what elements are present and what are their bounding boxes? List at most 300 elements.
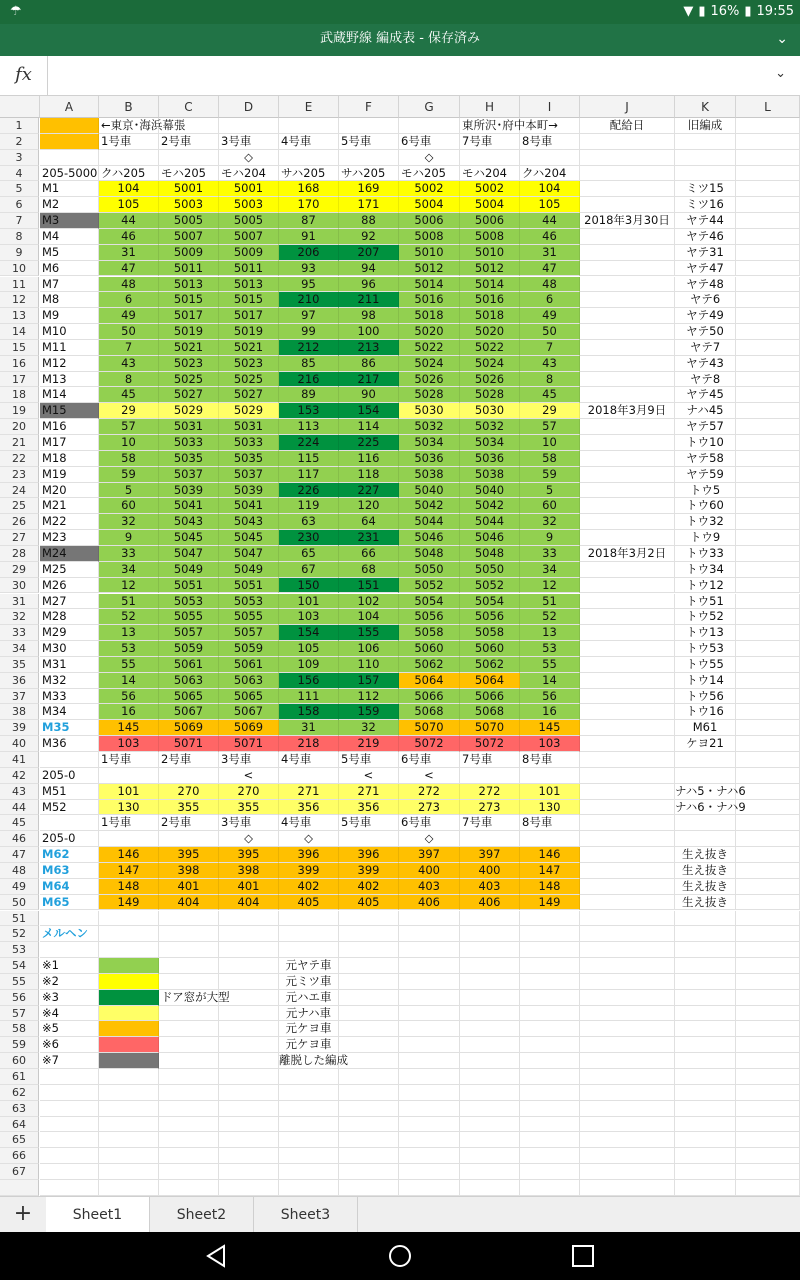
cell-j[interactable] <box>580 736 675 752</box>
cell-h[interactable] <box>460 831 520 847</box>
row-header[interactable]: 39 <box>0 720 39 736</box>
cell-f[interactable] <box>339 1101 399 1117</box>
cell-d[interactable] <box>219 1037 279 1053</box>
cell-d[interactable]: 270 <box>219 784 279 800</box>
cell-l[interactable] <box>736 911 800 927</box>
cell-e[interactable]: 119 <box>279 498 339 514</box>
row-header[interactable]: 55 <box>0 974 39 990</box>
cell-g[interactable]: 5004 <box>399 197 460 213</box>
cell-a[interactable]: M36 <box>40 736 99 752</box>
cell-l[interactable] <box>736 435 800 451</box>
cell-a[interactable]: M26 <box>40 578 99 594</box>
cell-k[interactable]: M61 <box>675 720 736 736</box>
cell-e[interactable]: 405 <box>279 895 339 911</box>
cell-c[interactable]: 5019 <box>159 324 219 340</box>
cell-b[interactable]: 46 <box>99 229 159 245</box>
cell-k[interactable]: トウ60 <box>675 498 736 514</box>
cell-a[interactable]: M15 <box>40 403 99 419</box>
cell-i[interactable] <box>520 1069 580 1085</box>
cell-l[interactable] <box>736 419 800 435</box>
cell-e[interactable]: 103 <box>279 609 339 625</box>
cell-f[interactable]: 207 <box>339 245 399 261</box>
cell-e[interactable]: 31 <box>279 720 339 736</box>
cell-c[interactable] <box>159 1037 219 1053</box>
row-header[interactable]: 8 <box>0 229 39 245</box>
cell-i[interactable]: 104 <box>520 181 580 197</box>
cell-l[interactable] <box>736 514 800 530</box>
cell-i[interactable]: 8号車 <box>520 134 580 150</box>
cell-a[interactable]: M23 <box>40 530 99 546</box>
cell-i[interactable] <box>520 990 580 1006</box>
cell-b[interactable]: 44 <box>99 213 159 229</box>
cell-c[interactable]: 5063 <box>159 673 219 689</box>
cell-g[interactable]: 5020 <box>399 324 460 340</box>
cell-c[interactable] <box>159 1006 219 1022</box>
column-header-e[interactable]: E <box>279 96 339 118</box>
row-header[interactable]: 23 <box>0 467 39 483</box>
cell-d[interactable]: 5045 <box>219 530 279 546</box>
cell-h[interactable]: 5024 <box>460 356 520 372</box>
cell-f[interactable]: 227 <box>339 483 399 499</box>
cell-b[interactable]: ←東京･海浜幕張 <box>101 118 186 132</box>
cell-j[interactable] <box>580 800 675 816</box>
cell-b[interactable]: 45 <box>99 387 159 403</box>
cell-d[interactable]: 5005 <box>219 213 279 229</box>
cell-b[interactable]: 60 <box>99 498 159 514</box>
cell-e[interactable]: 224 <box>279 435 339 451</box>
cell-j[interactable] <box>580 720 675 736</box>
cell-d[interactable] <box>219 974 279 990</box>
cell-f[interactable]: 98 <box>339 308 399 324</box>
cell-h[interactable]: 5044 <box>460 514 520 530</box>
cell-h[interactable]: 5042 <box>460 498 520 514</box>
cell-j[interactable] <box>580 815 675 831</box>
cell-h[interactable]: 5034 <box>460 435 520 451</box>
cell-c[interactable] <box>159 1069 219 1085</box>
cell-h[interactable] <box>460 958 520 974</box>
cell-g[interactable]: 5064 <box>399 673 460 689</box>
cell-d[interactable]: 5001 <box>219 181 279 197</box>
cell-j[interactable] <box>580 689 675 705</box>
cell-g[interactable]: 5052 <box>399 578 460 594</box>
cell-a[interactable]: M9 <box>40 308 99 324</box>
cell-d[interactable]: 5043 <box>219 514 279 530</box>
cell-a[interactable] <box>40 1180 99 1196</box>
row-header[interactable] <box>0 1180 39 1196</box>
cell-a[interactable]: M31 <box>40 657 99 673</box>
cell-b[interactable]: 52 <box>99 609 159 625</box>
cell-d[interactable] <box>219 1006 279 1022</box>
row-header[interactable]: 10 <box>0 261 39 277</box>
cell-l[interactable] <box>736 625 800 641</box>
cell-l[interactable] <box>736 926 800 942</box>
cell-f[interactable]: 396 <box>339 847 399 863</box>
cell-f[interactable]: 154 <box>339 403 399 419</box>
row-header[interactable]: 33 <box>0 625 39 641</box>
cell-f[interactable] <box>339 1021 399 1037</box>
cell-k[interactable] <box>675 1021 736 1037</box>
row-header[interactable]: 27 <box>0 530 39 546</box>
spreadsheet-grid[interactable] <box>0 96 800 1196</box>
cell-k[interactable] <box>675 990 736 1006</box>
cell-i[interactable]: クハ204 <box>520 166 580 182</box>
cell-l[interactable] <box>736 150 800 166</box>
cell-b[interactable]: 145 <box>99 720 159 736</box>
cell-a[interactable]: M32 <box>40 673 99 689</box>
row-header[interactable]: 37 <box>0 689 39 705</box>
cell-i[interactable]: 8号車 <box>520 752 580 768</box>
cell-i[interactable]: 145 <box>520 720 580 736</box>
cell-k[interactable] <box>675 911 736 927</box>
cell-g[interactable] <box>399 1117 460 1133</box>
cell-b[interactable]: 1号車 <box>99 752 159 768</box>
cell-k[interactable] <box>675 831 736 847</box>
cell-e[interactable]: 154 <box>279 625 339 641</box>
cell-d[interactable] <box>219 1180 279 1196</box>
cell-b[interactable] <box>99 1132 159 1148</box>
cell-f[interactable]: 5号車 <box>339 752 399 768</box>
cell-g[interactable]: 5062 <box>399 657 460 673</box>
cell-f[interactable]: 92 <box>339 229 399 245</box>
cell-g[interactable]: 5072 <box>399 736 460 752</box>
cell-j[interactable] <box>580 1132 675 1148</box>
cell-k[interactable] <box>675 958 736 974</box>
cell-j[interactable]: 配給日 <box>580 118 675 134</box>
cell-j[interactable] <box>580 166 675 182</box>
row-header[interactable]: 42 <box>0 768 39 784</box>
cell-k[interactable]: トウ56 <box>675 689 736 705</box>
cell-l[interactable] <box>736 372 800 388</box>
cell-j[interactable] <box>580 974 675 990</box>
cell-e[interactable]: 87 <box>279 213 339 229</box>
cell-i[interactable]: 9 <box>520 530 580 546</box>
cell-b[interactable]: 55 <box>99 657 159 673</box>
cell-e[interactable] <box>279 911 339 927</box>
cell-h[interactable]: 397 <box>460 847 520 863</box>
cell-e[interactable]: 206 <box>279 245 339 261</box>
cell-e[interactable]: 99 <box>279 324 339 340</box>
row-header[interactable]: 19 <box>0 403 39 419</box>
cell-e[interactable]: 元ミツ車 <box>279 974 339 990</box>
cell-e[interactable] <box>279 1101 339 1117</box>
row-header[interactable]: 29 <box>0 562 39 578</box>
cell-d[interactable]: 5063 <box>219 673 279 689</box>
cell-b[interactable] <box>99 1053 159 1069</box>
cell-c[interactable]: 5037 <box>159 467 219 483</box>
function-icon[interactable]: fx <box>0 56 48 96</box>
cell-h[interactable] <box>460 1021 520 1037</box>
cell-f[interactable]: 155 <box>339 625 399 641</box>
cell-f[interactable]: 231 <box>339 530 399 546</box>
title-bar[interactable] <box>0 24 800 56</box>
cell-f[interactable]: 118 <box>339 467 399 483</box>
cell-i[interactable]: 48 <box>520 277 580 293</box>
cell-a[interactable]: M6 <box>40 261 99 277</box>
cell-d[interactable]: 5015 <box>219 292 279 308</box>
row-header[interactable]: 63 <box>0 1101 39 1117</box>
column-header-j[interactable]: J <box>580 96 675 118</box>
cell-a[interactable]: 205-0 <box>40 831 99 847</box>
cell-j[interactable] <box>580 879 675 895</box>
cell-g[interactable] <box>399 990 460 1006</box>
row-header[interactable]: 30 <box>0 578 39 594</box>
cell-c[interactable] <box>159 1117 219 1133</box>
cell-g[interactable]: 5054 <box>399 594 460 610</box>
cell-g[interactable]: 5056 <box>399 609 460 625</box>
cell-k[interactable]: 生え抜き <box>675 895 736 911</box>
cell-e[interactable]: 元ヤテ車 <box>279 958 339 974</box>
cell-d[interactable]: 5025 <box>219 372 279 388</box>
cell-a[interactable]: M11 <box>40 340 99 356</box>
cell-e[interactable] <box>279 1085 339 1101</box>
cell-h[interactable]: 5066 <box>460 689 520 705</box>
cell-h[interactable]: 7号車 <box>460 752 520 768</box>
cell-j[interactable] <box>580 863 675 879</box>
cell-e[interactable]: 156 <box>279 673 339 689</box>
cell-a[interactable] <box>40 942 99 958</box>
cell-e[interactable]: 4号車 <box>279 815 339 831</box>
cell-a[interactable]: M2 <box>40 197 99 213</box>
cell-f[interactable]: 171 <box>339 197 399 213</box>
cell-i[interactable]: 31 <box>520 245 580 261</box>
cell-a[interactable]: ※3 <box>40 990 99 1006</box>
row-header[interactable]: 51 <box>0 911 39 927</box>
cell-c[interactable]: 5055 <box>159 609 219 625</box>
cell-j[interactable] <box>580 704 675 720</box>
cell-d[interactable]: 3号車 <box>219 134 279 150</box>
cell-e[interactable]: 402 <box>279 879 339 895</box>
row-header[interactable]: 31 <box>0 594 39 610</box>
cell-j[interactable] <box>580 1021 675 1037</box>
cell-c[interactable] <box>159 1164 219 1180</box>
cell-l[interactable] <box>736 879 800 895</box>
cell-l[interactable] <box>736 847 800 863</box>
cell-f[interactable]: 112 <box>339 689 399 705</box>
cell-g[interactable]: 6号車 <box>399 134 460 150</box>
cell-c[interactable]: 2号車 <box>159 752 219 768</box>
cell-k[interactable] <box>675 1180 736 1196</box>
cell-j[interactable] <box>580 324 675 340</box>
cell-g[interactable]: 5014 <box>399 277 460 293</box>
cell-h[interactable]: 5016 <box>460 292 520 308</box>
cell-d[interactable] <box>219 1132 279 1148</box>
cell-j[interactable] <box>580 292 675 308</box>
cell-j[interactable] <box>580 498 675 514</box>
cell-g[interactable] <box>399 1132 460 1148</box>
cell-f[interactable]: 114 <box>339 419 399 435</box>
row-header[interactable]: 22 <box>0 451 39 467</box>
cell-l[interactable] <box>736 277 800 293</box>
cell-e[interactable]: 65 <box>279 546 339 562</box>
formula-bar[interactable] <box>0 56 800 96</box>
cell-c[interactable] <box>159 958 219 974</box>
cell-g[interactable] <box>399 1006 460 1022</box>
cell-j[interactable] <box>580 1085 675 1101</box>
cell-l[interactable] <box>736 863 800 879</box>
cell-k[interactable]: ヤテ58 <box>675 451 736 467</box>
cell-a[interactable] <box>40 815 99 831</box>
cell-b[interactable]: 49 <box>99 308 159 324</box>
cell-j[interactable] <box>580 1117 675 1133</box>
cell-h[interactable] <box>460 768 520 784</box>
cell-f[interactable] <box>339 958 399 974</box>
cell-i[interactable] <box>520 1132 580 1148</box>
cell-e[interactable]: 218 <box>279 736 339 752</box>
cell-l[interactable] <box>736 1069 800 1085</box>
cell-a[interactable]: M28 <box>40 609 99 625</box>
cell-e[interactable]: 271 <box>279 784 339 800</box>
cell-j[interactable] <box>580 752 675 768</box>
row-header[interactable]: 40 <box>0 736 39 752</box>
cell-g[interactable]: 5034 <box>399 435 460 451</box>
sheet-tab-2[interactable]: Sheet2 <box>150 1197 254 1233</box>
cell-h[interactable]: 403 <box>460 879 520 895</box>
row-header[interactable]: 57 <box>0 1006 39 1022</box>
cell-d[interactable]: 5031 <box>219 419 279 435</box>
cell-h[interactable]: 5038 <box>460 467 520 483</box>
cell-f[interactable]: < <box>339 768 399 784</box>
cell-b[interactable]: 149 <box>99 895 159 911</box>
cell-b[interactable]: 34 <box>99 562 159 578</box>
cell-j[interactable]: 2018年3月2日 <box>580 546 675 562</box>
cell-d[interactable] <box>219 1069 279 1085</box>
cell-k[interactable] <box>675 942 736 958</box>
cell-d[interactable]: 5059 <box>219 641 279 657</box>
cell-a[interactable] <box>40 150 99 166</box>
cell-f[interactable] <box>339 1132 399 1148</box>
row-header[interactable]: 35 <box>0 657 39 673</box>
row-header[interactable]: 49 <box>0 879 39 895</box>
cell-h[interactable]: 5062 <box>460 657 520 673</box>
cell-i[interactable]: 149 <box>520 895 580 911</box>
cell-k[interactable]: ヤテ31 <box>675 245 736 261</box>
cell-f[interactable]: 104 <box>339 609 399 625</box>
cell-f[interactable]: 211 <box>339 292 399 308</box>
cell-a[interactable]: 205-0 <box>40 768 99 784</box>
row-header[interactable]: 59 <box>0 1037 39 1053</box>
cell-h[interactable]: 5058 <box>460 625 520 641</box>
cell-f[interactable] <box>339 1085 399 1101</box>
cell-a[interactable]: M30 <box>40 641 99 657</box>
cell-i[interactable]: 130 <box>520 800 580 816</box>
cell-e[interactable]: 216 <box>279 372 339 388</box>
cell-k[interactable]: トウ33 <box>675 546 736 562</box>
cell-i[interactable]: 44 <box>520 213 580 229</box>
cell-h[interactable] <box>460 1132 520 1148</box>
cell-d[interactable]: < <box>219 768 279 784</box>
cell-e[interactable]: 93 <box>279 261 339 277</box>
cell-f[interactable]: 86 <box>339 356 399 372</box>
cell-g[interactable] <box>399 1101 460 1117</box>
cell-i[interactable]: 105 <box>520 197 580 213</box>
cell-c[interactable]: 404 <box>159 895 219 911</box>
cell-c[interactable] <box>159 831 219 847</box>
cell-c[interactable]: 2号車 <box>159 134 219 150</box>
cell-b[interactable] <box>99 1037 159 1053</box>
cell-d[interactable]: 5011 <box>219 261 279 277</box>
cell-g[interactable]: モハ205 <box>399 166 460 182</box>
cell-g[interactable]: 273 <box>399 800 460 816</box>
cell-h[interactable]: 5014 <box>460 277 520 293</box>
cell-h[interactable]: 5006 <box>460 213 520 229</box>
cell-f[interactable]: 169 <box>339 181 399 197</box>
cell-d[interactable]: 5017 <box>219 308 279 324</box>
cell-d[interactable] <box>219 958 279 974</box>
cell-a[interactable]: M8 <box>40 292 99 308</box>
cell-h[interactable]: モハ204 <box>460 166 520 182</box>
cell-i[interactable]: 45 <box>520 387 580 403</box>
cell-k[interactable]: ケヨ21 <box>675 736 736 752</box>
cell-e[interactable]: 396 <box>279 847 339 863</box>
cell-f[interactable] <box>339 942 399 958</box>
row-header[interactable]: 47 <box>0 847 39 863</box>
cell-l[interactable] <box>736 467 800 483</box>
cell-k[interactable] <box>675 1164 736 1180</box>
cell-b[interactable] <box>99 974 159 990</box>
cell-b[interactable]: クハ205 <box>99 166 159 182</box>
cell-j[interactable] <box>580 784 675 800</box>
cell-f[interactable]: 213 <box>339 340 399 356</box>
cell-k[interactable]: 旧編成 <box>675 118 736 134</box>
cell-d[interactable]: 5055 <box>219 609 279 625</box>
cell-h[interactable] <box>460 1164 520 1180</box>
cell-e[interactable] <box>279 1164 339 1180</box>
cell-k[interactable]: ヤテ47 <box>675 261 736 277</box>
cell-b[interactable]: 53 <box>99 641 159 657</box>
cell-e[interactable]: サハ205 <box>279 166 339 182</box>
cell-k[interactable]: トウ13 <box>675 625 736 641</box>
cell-a[interactable]: M3 <box>40 213 99 229</box>
cell-h[interactable] <box>460 1037 520 1053</box>
row-header[interactable]: 53 <box>0 942 39 958</box>
cell-l[interactable] <box>736 483 800 499</box>
cell-i[interactable] <box>520 1006 580 1022</box>
sheet-tab-3[interactable]: Sheet3 <box>254 1197 358 1233</box>
cell-j[interactable] <box>580 387 675 403</box>
cell-d[interactable]: 5047 <box>219 546 279 562</box>
cell-k[interactable]: トウ10 <box>675 435 736 451</box>
cell-e[interactable]: 元ハエ車 <box>279 990 339 1006</box>
cell-l[interactable] <box>736 166 800 182</box>
cell-c[interactable]: 355 <box>159 800 219 816</box>
column-header-h[interactable]: H <box>460 96 520 118</box>
cell-a[interactable]: M62 <box>40 847 99 863</box>
cell-j[interactable] <box>580 594 675 610</box>
cell-j[interactable] <box>580 308 675 324</box>
cell-c[interactable] <box>159 942 219 958</box>
cell-f[interactable] <box>339 1053 399 1069</box>
row-header[interactable]: 60 <box>0 1053 39 1069</box>
row-header[interactable]: 12 <box>0 292 39 308</box>
cell-c[interactable]: 5049 <box>159 562 219 578</box>
cell-e[interactable]: 4号車 <box>279 752 339 768</box>
cell-b[interactable]: 50 <box>99 324 159 340</box>
cell-i[interactable] <box>520 974 580 990</box>
cell-e[interactable]: 元ケヨ車 <box>279 1037 339 1053</box>
cell-d[interactable] <box>219 1148 279 1164</box>
cell-f[interactable] <box>339 1006 399 1022</box>
cell-a[interactable]: M5 <box>40 245 99 261</box>
cell-j[interactable] <box>580 451 675 467</box>
cell-h[interactable]: 5052 <box>460 578 520 594</box>
cell-b[interactable] <box>99 1180 159 1196</box>
cell-i[interactable]: 10 <box>520 435 580 451</box>
cell-k[interactable]: トウ55 <box>675 657 736 673</box>
cell-h[interactable]: 5036 <box>460 451 520 467</box>
cell-f[interactable]: 159 <box>339 704 399 720</box>
cell-g[interactable]: 5018 <box>399 308 460 324</box>
cell-b[interactable]: 47 <box>99 261 159 277</box>
